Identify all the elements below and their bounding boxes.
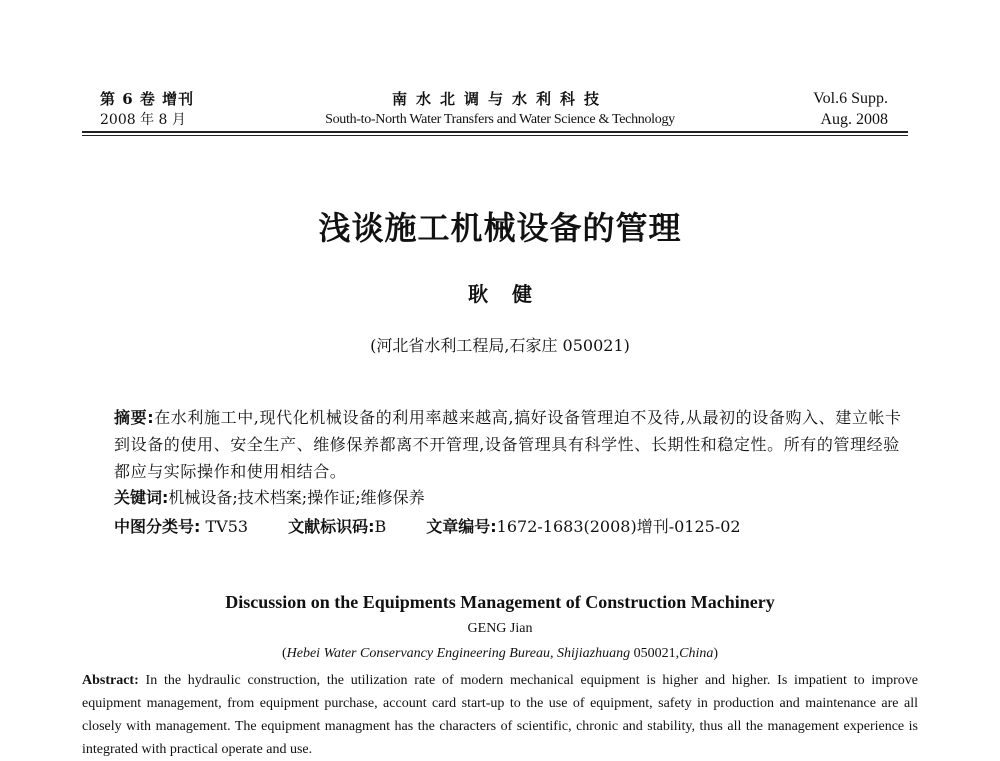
volume-cn: 第 6 卷 增刊 — [100, 90, 195, 108]
clc-label: 中图分类号: — [114, 517, 201, 536]
affiliation-cn: (河北省水利工程局,石家庄 050021) — [370, 336, 630, 355]
keywords-label-cn: 关键词: — [114, 488, 169, 507]
abstract-label-en: Abstract: — [82, 673, 139, 688]
header-rule-thick — [82, 131, 908, 133]
classification-row — [114, 515, 741, 539]
journal-title-cn: 南水北调与水利科技 — [391, 90, 608, 108]
abstract-text-en: In the hydraulic construction, the utilization rate of modern mechanical equipment is higher and higher. Is impatient to improve equipment management, from equipment purchase, account card start-up to the use of equipment, safety in production and maintenance are all closely with management. The equipment managment has the characters of scientific, chronic and stability, thus all the management experience is integrated with practical operate and use. — [82, 673, 918, 757]
doc-code-value: B — [374, 517, 387, 536]
volume-en: Vol.6 Supp. — [813, 90, 888, 107]
article-no-value: 1672-1683(2008)增刊-0125-02 — [496, 517, 741, 536]
header-right — [813, 88, 888, 130]
affiliation-en-org: Hebei Water Conservancy Engineering Bureau, Shijiazhuang — [286, 646, 631, 661]
article-title-cn: 浅谈施工机械设备的管理 — [318, 209, 682, 247]
abstract-text-cn: 在水利施工中,现代化机械设备的利用率越来越高,搞好设备管理迫不及待,从最初的设备购入、建立帐卡到设备的使用、安全生产、维修保养都离不开管理,设备管理具有科学性、长期性和稳定性。所有的管理经验都应与实际操作和使用相结合。 — [114, 408, 902, 481]
author-en: GENG Jian — [467, 621, 533, 636]
abstract-en — [82, 669, 918, 761]
author-cn: 耿健 — [468, 282, 556, 306]
keywords-cn — [114, 486, 425, 510]
journal-title-en: South-to-North Water Transfers and Water Science & Technology — [325, 112, 675, 127]
affiliation-en-open: ( — [281, 646, 287, 661]
clc-value: TV53 — [200, 517, 249, 536]
affiliation-en-close: ) — [713, 646, 719, 661]
abstract-cn — [114, 404, 904, 485]
keywords-text-cn: 机械设备;技术档案;操作证;维修保养 — [168, 488, 425, 507]
header-left — [100, 88, 230, 130]
abstract-label-cn: 摘要: — [114, 408, 155, 427]
article-no-label: 文章编号: — [426, 517, 497, 536]
header-rule-thin — [82, 135, 908, 136]
doc-code-label: 文献标识码: — [288, 517, 375, 536]
header-center — [250, 88, 750, 130]
affiliation-en — [0, 646, 1000, 662]
affiliation-en-zip: 050021, — [630, 646, 680, 661]
date-en: Aug. 2008 — [820, 111, 888, 128]
article-title-en: Discussion on the Equipments Management of Construction Machinery — [225, 592, 775, 612]
affiliation-en-country: China — [679, 646, 714, 661]
date-cn: 2008 年 8 月 — [100, 112, 186, 128]
